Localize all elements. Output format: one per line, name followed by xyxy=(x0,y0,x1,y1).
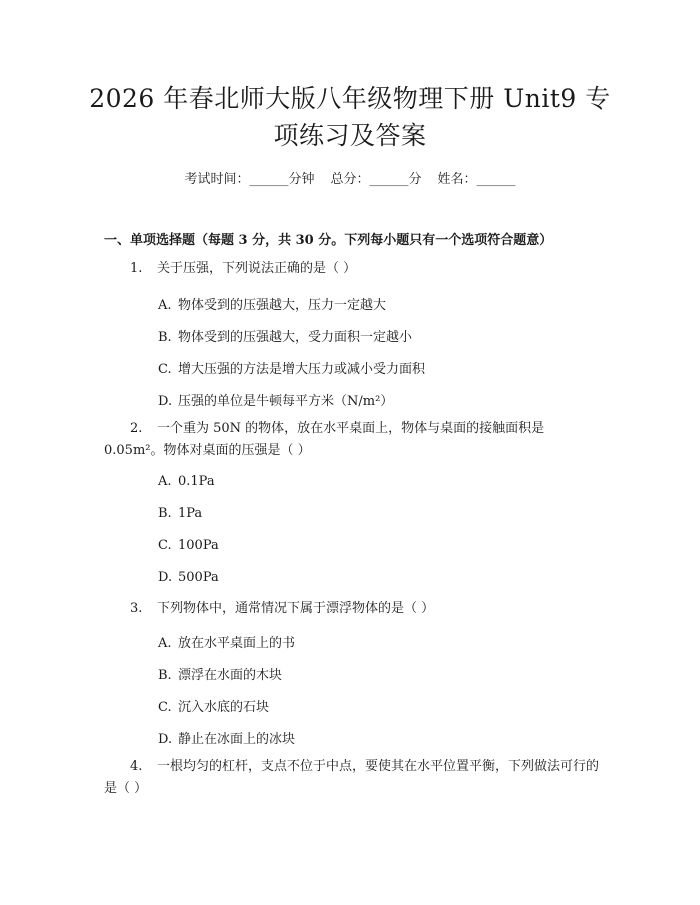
option-label: D. xyxy=(158,394,173,409)
option-label: A. xyxy=(158,298,172,313)
question-2-option-d xyxy=(158,570,219,585)
option-text: 物体受到的压强越大，压力一定越大 xyxy=(178,298,387,313)
option-label: C. xyxy=(158,362,172,377)
question-1-option-a xyxy=(158,294,386,313)
option-label: B. xyxy=(158,668,172,683)
option-text: 0.1Pa xyxy=(178,474,215,489)
question-2 xyxy=(104,418,604,462)
section-heading: 一、单项选择题（每题 3 分，共 30 分。下列每小题只有一个选项符合题意） xyxy=(104,233,553,248)
question-number: 2. xyxy=(130,421,143,436)
option-text: 增大压强的方法是增大压力或减小受力面积 xyxy=(178,362,426,377)
option-text: 100Pa xyxy=(178,538,219,553)
option-label: A. xyxy=(158,636,172,651)
option-text: 静止在冰面上的冰块 xyxy=(178,732,296,747)
question-1 xyxy=(104,258,604,280)
question-number: 4. xyxy=(130,759,143,774)
question-3-option-a xyxy=(158,632,295,651)
exam-meta-line xyxy=(0,168,700,187)
option-text: 500Pa xyxy=(178,570,219,585)
question-4 xyxy=(104,756,604,800)
question-3 xyxy=(104,598,604,620)
option-text: 漂浮在水面的木块 xyxy=(178,668,283,683)
option-text: 1Pa xyxy=(178,506,203,521)
question-2-option-c xyxy=(158,538,219,553)
total-score-field: 总分：______分 xyxy=(330,172,422,187)
question-number: 1. xyxy=(130,261,143,276)
option-label: A. xyxy=(158,474,172,489)
option-label: B. xyxy=(158,506,172,521)
exam-time-field: 考试时间：______分钟 xyxy=(184,172,315,187)
document-title: 2026 年春北师大版八年级物理下册 Unit9 专项练习及答案 xyxy=(89,84,611,150)
question-3-option-c xyxy=(158,696,269,715)
option-text: 沉入水底的石块 xyxy=(178,700,270,715)
question-3-option-d xyxy=(158,728,295,747)
question-text: 一个重为 50N 的物体，放在水平桌面上，物体与桌面的接触面积是 0.05m²。物体对桌面的压强是（ ） xyxy=(104,421,545,458)
question-2-option-b xyxy=(158,506,202,521)
option-label: D. xyxy=(158,732,173,747)
question-text: 下列物体中，通常情况下属于漂浮物体的是（ ） xyxy=(157,601,435,616)
option-text: 压强的单位是牛顿每平方米（N/m²） xyxy=(178,394,394,409)
question-text: 一根均匀的杠杆，支点不位于中点，要使其在水平位置平衡，下列做法可行的是（ ） xyxy=(104,759,600,796)
option-text: 物体受到的压强越大，受力面积一定越小 xyxy=(178,330,413,345)
option-label: C. xyxy=(158,700,172,715)
question-3-option-b xyxy=(158,664,282,683)
option-label: C. xyxy=(158,538,172,553)
option-label: D. xyxy=(158,570,173,585)
option-text: 放在水平桌面上的书 xyxy=(178,636,296,651)
question-1-option-b xyxy=(158,326,412,345)
question-number: 3. xyxy=(130,601,143,616)
question-1-option-c xyxy=(158,358,425,377)
question-1-option-d xyxy=(158,390,393,409)
option-label: B. xyxy=(158,330,172,345)
name-field: 姓名：______ xyxy=(437,172,516,187)
question-text: 关于压强，下列说法正确的是（ ） xyxy=(157,261,357,276)
question-2-option-a xyxy=(158,474,215,489)
